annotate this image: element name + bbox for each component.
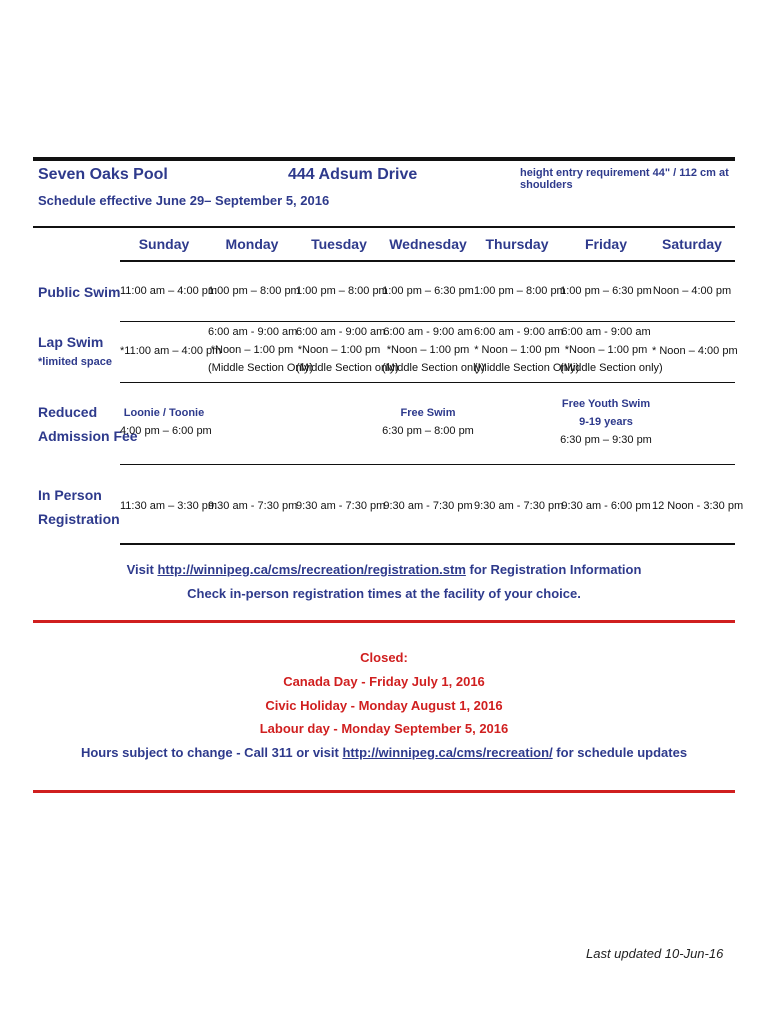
row-rule-3	[120, 464, 735, 465]
registration-monday: 9:30 am - 7:30 pm	[208, 500, 298, 512]
public-swim-wednesday: 1:00 pm – 6:30 pm	[382, 285, 474, 297]
public-swim-tuesday: 1:00 pm – 8:00 pm	[296, 285, 388, 297]
hours-prefix: Hours subject to change - Call 311 or visit	[80, 745, 343, 760]
day-header-thursday: Thursday	[485, 236, 549, 252]
red-rule-1	[33, 620, 735, 623]
header-rule	[33, 226, 735, 228]
reduced-sunday: Loonie / Toonie 4:00 pm – 6:00 pm	[120, 407, 212, 437]
public-swim-monday: 1:00 pm – 8:00 pm	[208, 285, 300, 297]
visit-suffix: for Registration Information	[465, 562, 642, 577]
registration-link[interactable]: http://winnipeg.ca/cms/recreation/registration.stm	[157, 562, 466, 577]
days-rule	[120, 260, 735, 262]
row-label-lap-swim	[38, 330, 112, 370]
registration-saturday: 12 Noon - 3:30 pm	[652, 500, 744, 512]
pool-name: Seven Oaks Pool	[38, 166, 168, 183]
registration-sunday: 11:30 am – 3:30 pm	[120, 500, 218, 512]
registration-tuesday: 9:30 am - 7:30 pm	[296, 500, 386, 512]
lap-swim-saturday: * Noon – 4:00 pm	[652, 345, 738, 357]
lap-swim-sublabel: *limited space	[38, 356, 112, 368]
red-rule-2	[33, 790, 735, 793]
closed-heading: Closed:	[360, 650, 408, 665]
visit-line	[0, 562, 768, 577]
closed-item-canada-day: Canada Day - Friday July 1, 2016	[283, 674, 485, 689]
hours-line	[0, 745, 768, 760]
table-bottom-rule	[120, 543, 735, 545]
lap-swim-sunday: *11:00 am – 4:00 pm	[120, 345, 222, 357]
public-swim-friday: 1:00 pm – 6:30 pm	[560, 285, 652, 297]
lap-swim-friday: 6:00 am - 9:00 am *Noon – 1:00 pm (Middle Section only)	[560, 326, 663, 374]
row-label-in-person-registration	[38, 483, 120, 531]
recreation-link[interactable]: http://winnipeg.ca/cms/recreation/	[342, 745, 553, 760]
address: 444 Adsum Drive	[288, 166, 418, 183]
visit-prefix: Visit	[126, 562, 158, 577]
public-swim-sunday: 11:00 am – 4:00 pm	[120, 285, 218, 297]
check-line: Check in-person registration times at the facility of your choice.	[187, 586, 581, 601]
lap-swim-wednesday: 6:00 am - 9:00 am *Noon – 1:00 pm (Middle Section only)	[382, 326, 485, 374]
closed-item-civic-holiday: Civic Holiday - Monday August 1, 2016	[265, 698, 503, 713]
row-label-public-swim: Public Swim	[38, 284, 121, 300]
lap-swim-thursday: 6:00 am - 9:00 am * Noon – 1:00 pm (Middle Section Only)	[474, 326, 580, 374]
hours-suffix: for schedule updates	[552, 745, 688, 760]
registration-wednesday: 9:30 am - 7:30 pm	[383, 500, 473, 512]
public-swim-saturday: Noon – 4:00 pm	[652, 285, 732, 297]
in-person-label: In Person	[38, 487, 102, 503]
lap-swim-label: Lap Swim	[38, 334, 104, 350]
admission-fee-label: Admission Fee	[38, 428, 138, 444]
day-header-sunday: Sunday	[138, 236, 190, 252]
closed-item-labour-day: Labour day - Monday September 5, 2016	[259, 721, 509, 736]
schedule-effective: Schedule effective June 29– September 5, 2016	[38, 193, 330, 208]
lap-swim-tuesday: 6:00 am - 9:00 am *Noon – 1:00 pm (Middle Section only)	[296, 326, 399, 374]
last-updated: Last updated 10-Jun-16	[586, 946, 724, 961]
day-header-tuesday: Tuesday	[311, 236, 367, 252]
day-header-saturday: Saturday	[662, 236, 722, 252]
day-header-wednesday: Wednesday	[389, 236, 467, 252]
day-header-monday: Monday	[225, 236, 279, 252]
height-requirement: height entry requirement 44" / 112 cm at shoulders	[520, 167, 729, 191]
reduced-label: Reduced	[38, 404, 98, 420]
reduced-friday: Free Youth Swim 9-19 years 6:30 pm – 9:30 pm	[560, 398, 652, 446]
public-swim-thursday: 1:00 pm – 8:00 pm	[474, 285, 566, 297]
top-rule	[33, 157, 735, 161]
registration-label: Registration	[38, 511, 120, 527]
registration-thursday: 9:30 am - 7:30 pm	[474, 500, 564, 512]
day-header-friday: Friday	[584, 236, 627, 252]
row-rule-2	[120, 382, 735, 383]
lap-swim-monday: 6:00 am - 9:00 am *Noon – 1:00 pm (Middle Section Only)	[208, 326, 314, 374]
row-rule-1	[120, 321, 735, 322]
reduced-wednesday: Free Swim 6:30 pm – 8:00 pm	[382, 407, 474, 437]
registration-friday: 9:30 am - 6:00 pm	[561, 500, 651, 512]
